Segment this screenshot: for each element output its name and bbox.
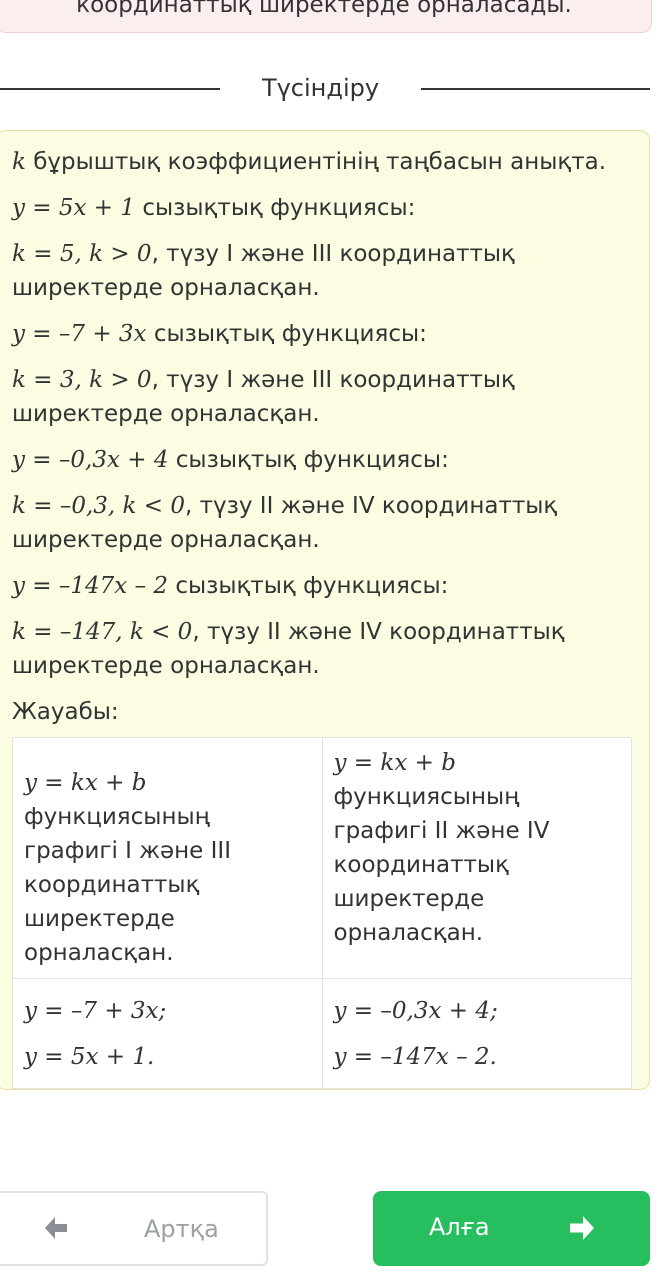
function-2-line xyxy=(12,317,637,351)
explanation-card xyxy=(0,130,650,1090)
answer-table-body-row xyxy=(13,979,632,1089)
col1-value: y = 5x + 1. xyxy=(24,1044,155,1070)
function-3-k: k = –0,3, k < 0 xyxy=(12,493,185,519)
function-1-result xyxy=(12,237,637,305)
function-3-text: сызықтық функциясы: xyxy=(168,447,449,473)
answer-label: Жауабы: xyxy=(12,699,119,725)
function-1-line xyxy=(12,191,637,225)
arrow-right-icon xyxy=(567,1213,597,1243)
col1-header-equation: y = kx + b xyxy=(24,770,147,796)
col1-header-text: функциясының графигі I және III координаттық ширектерде орналасқан. xyxy=(24,804,231,966)
section-title: Түсіндіру xyxy=(261,74,380,102)
function-1-desc: , түзу I және III координаттық ширектерде орналасқан. xyxy=(12,241,515,301)
section-divider xyxy=(0,72,666,108)
intro-text: бұрыштық коэффициентінің таңбасын анықта. xyxy=(25,149,607,175)
divider-line-right xyxy=(421,88,650,90)
col2-value: y = –147x – 2. xyxy=(333,1044,497,1070)
feedback-banner-text: координаттық ширектерде орналасады. xyxy=(76,0,572,18)
function-2-k: k = 3, k > 0 xyxy=(12,367,152,393)
function-4-line xyxy=(12,569,637,603)
function-2-equation: y = –7 + 3x xyxy=(12,321,147,347)
function-4-k: k = –147, k < 0 xyxy=(12,619,193,645)
back-button-label: Артқа xyxy=(144,1215,219,1243)
answer-table-col2-values xyxy=(322,979,632,1089)
function-1-k: k = 5, k > 0 xyxy=(12,241,152,267)
function-3-result xyxy=(12,489,637,557)
col2-value: y = –0,3x + 4; xyxy=(333,998,498,1024)
divider-line-left xyxy=(0,88,220,90)
feedback-banner xyxy=(0,0,652,33)
col2-header-text: функциясының графигі II және IV координаттық ширектерде орналасқан. xyxy=(333,784,550,946)
function-4-desc: , түзу II және IV координаттық ширектерде орналасқан. xyxy=(12,619,565,679)
arrow-left-icon xyxy=(42,1213,70,1243)
function-3-desc: , түзу II және IV координаттық ширектерде орналасқан. xyxy=(12,493,558,553)
next-button-label: Алға xyxy=(429,1213,490,1241)
function-2-desc: , түзу I және III координаттық ширектерде орналасқан. xyxy=(12,367,515,427)
function-2-text: сызықтық функциясы: xyxy=(146,321,427,347)
function-3-equation: y = –0,3x + 4 xyxy=(12,447,169,473)
answer-table-col1-values xyxy=(13,979,323,1089)
function-4-result xyxy=(12,615,637,683)
k-variable: k xyxy=(12,149,26,175)
answer-table-header-col1 xyxy=(13,738,323,979)
function-1-equation: y = 5x + 1 xyxy=(12,195,136,221)
next-button[interactable] xyxy=(373,1191,650,1266)
answer-table-header-row xyxy=(13,738,632,979)
col2-header-equation: y = kx + b xyxy=(333,750,456,776)
col1-value: y = –7 + 3x; xyxy=(24,998,167,1024)
answer-table xyxy=(12,737,632,1089)
explanation-intro xyxy=(12,145,637,179)
function-2-result xyxy=(12,363,637,431)
function-4-text: сызықтық функциясы: xyxy=(168,573,449,599)
function-3-line xyxy=(12,443,637,477)
function-4-equation: y = –147x – 2 xyxy=(12,573,169,599)
answer-table-header-col2 xyxy=(322,738,632,979)
back-button[interactable] xyxy=(0,1191,268,1266)
function-1-text: сызықтық функциясы: xyxy=(135,195,416,221)
